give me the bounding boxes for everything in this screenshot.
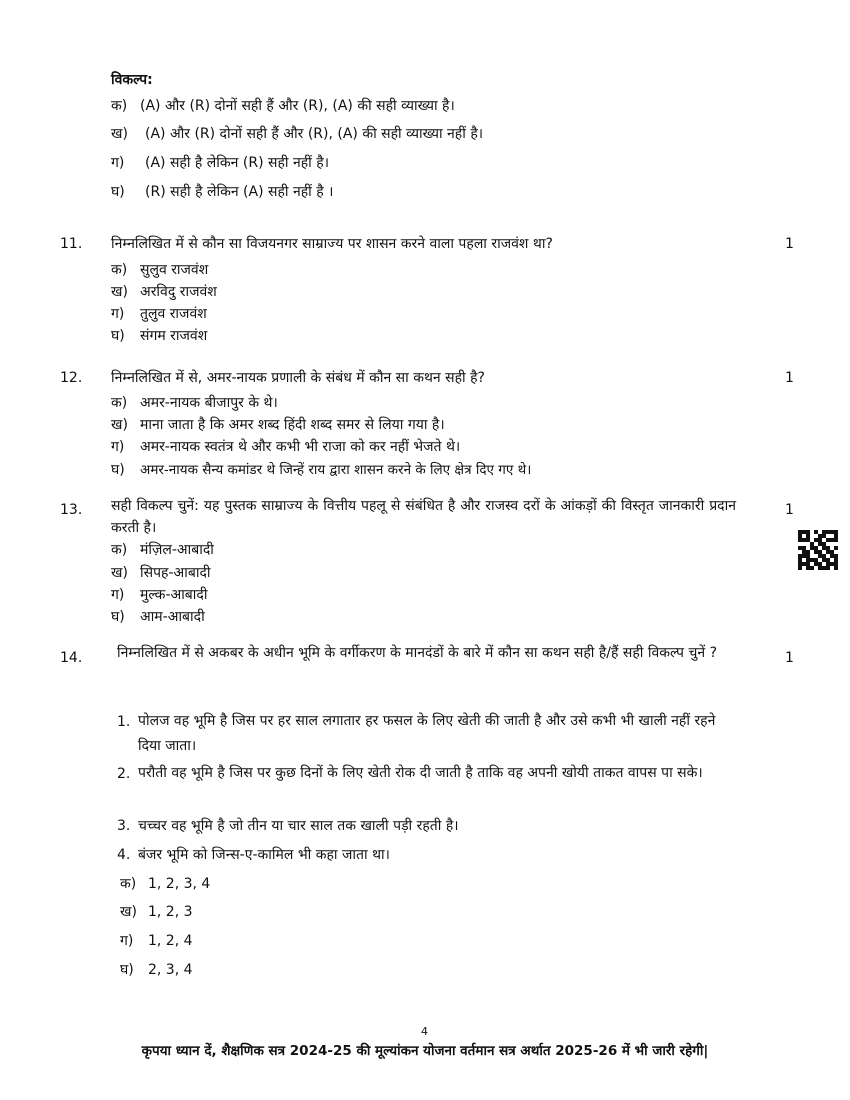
prev-option-d-text: (R) सही है लेकिन (A) सही नहीं है । — [145, 184, 334, 200]
q11-option-b-text: अरविदु राजवंश — [140, 284, 217, 300]
q14-option-b-text: 1, 2, 3 — [148, 904, 193, 920]
q14-option-a-text: 1, 2, 3, 4 — [148, 876, 211, 892]
q12-text: निम्नलिखित में से, अमर-नायक प्रणाली के संबंध में कौन सा कथन सही है? — [111, 370, 485, 386]
q14-option-d-text: 2, 3, 4 — [148, 962, 193, 978]
q11-option-a-text: सुलुव राजवंश — [140, 262, 209, 278]
q12-option-b-text: माना जाता है कि अमर शब्द हिंदी शब्द समर से लिया गया है। — [140, 417, 445, 433]
q14-marks: 1 — [785, 650, 794, 666]
q13-option-a-label: क) — [111, 542, 128, 558]
prev-option-c-label: ग) — [111, 155, 125, 171]
q14-option-c-text: 1, 2, 4 — [148, 933, 193, 949]
q11-option-a-label: क) — [111, 262, 128, 278]
q12-marks: 1 — [785, 370, 794, 386]
q14-statement-3-text: चच्चर वह भूमि है जो तीन या चार साल तक खाली पड़ी रहती है। — [138, 818, 459, 834]
q12-option-a-text: अमर-नायक बीजापुर के थे। — [140, 395, 278, 411]
q13-marks: 1 — [785, 502, 794, 518]
q13-option-b-text: सिपह-आबादी — [140, 565, 211, 581]
prev-option-a-text: (A) और (R) दोनों सही हैं और (R), (A) की सही व्याख्या है। — [140, 98, 455, 114]
q11-text: निम्नलिखित में से कौन सा विजयनगर साम्राज्य पर शासन करने वाला पहला राजवंश था? — [111, 236, 553, 252]
q11-option-c-label: ग) — [111, 306, 125, 322]
q13-option-d-text: आम-आबादी — [140, 609, 205, 625]
q12-option-c-label: ग) — [111, 439, 125, 455]
q11-option-d-text: संगम राजवंश — [140, 328, 208, 344]
q11-marks: 1 — [785, 236, 794, 252]
q14-statement-4-text: बंजर भूमि को जिन्स-ए-कामिल भी कहा जाता था। — [138, 847, 390, 863]
q12-option-d-text: अमर-नायक सैन्य कमांडर थे जिन्हें राय द्वारा शासन करने के लिए क्षेत्र दिए गए थे। — [140, 462, 532, 478]
qr-code-icon — [798, 530, 838, 570]
prev-option-a-label: क) — [111, 98, 128, 114]
page-footer-note: कृपया ध्यान दें, शैक्षणिक सत्र 2024-25 की मूल्यांकन योजना वर्तमान सत्र अर्थात 2025-26 में भी जारी रहेगी| — [141, 1043, 709, 1059]
q13-option-c-label: ग) — [111, 587, 125, 603]
q14-text: निम्नलिखित में से अकबर के अधीन भूमि के वर्गीकरण के मानदंडों के बारे में कौन सा कथन सही है/हैं सही विकल्प चुनें ? — [117, 645, 717, 661]
q12-option-c-text: अमर-नायक स्वतंत्र थे और कभी भी राजा को कर नहीं भेजते थे। — [140, 439, 461, 455]
q13-option-a-text: मंज़िल-आबादी — [140, 542, 214, 558]
q14-statement-2-text: परौती वह भूमि है जिस पर कुछ दिनों के लिए खेती रोक दी जाती है ताकि वह अपनी खोयी ताकत वापस पा सके। — [138, 765, 703, 781]
prev-option-b-text: (A) और (R) दोनों सही हैं और (R), (A) की सही व्याख्या नहीं है। — [145, 126, 484, 142]
q14-number: 14. — [60, 650, 83, 666]
q14-statement-1-num: 1. — [117, 714, 131, 730]
q12-number: 12. — [60, 370, 83, 386]
q12-option-b-label: ख) — [111, 417, 128, 433]
q13-option-d-label: घ) — [111, 609, 125, 625]
prev-option-c-text: (A) सही है लेकिन (R) सही नहीं है। — [145, 155, 329, 171]
page-number: 4 — [421, 1025, 428, 1038]
q11-option-c-text: तुलुव राजवंश — [140, 306, 207, 322]
q14-statement-2-num: 2. — [117, 766, 131, 782]
options-heading: विकल्प: — [111, 72, 153, 88]
q14-option-c-label: ग) — [120, 933, 134, 949]
q13-option-c-text: मुल्क-आबादी — [140, 587, 208, 603]
q14-statement-4-num: 4. — [117, 847, 131, 863]
q11-option-b-label: ख) — [111, 284, 128, 300]
q11-number: 11. — [60, 236, 83, 252]
q12-option-d-label: घ) — [111, 462, 125, 478]
prev-option-d-label: घ) — [111, 184, 125, 200]
prev-option-b-label: ख) — [111, 126, 128, 142]
q12-option-a-label: क) — [111, 395, 128, 411]
q14-option-a-label: क) — [120, 876, 137, 892]
q14-option-d-label: घ) — [120, 962, 134, 978]
q11-option-d-label: घ) — [111, 328, 125, 344]
q14-statement-3-num: 3. — [117, 818, 131, 834]
q14-statement-1-text: पोलज वह भूमि है जिस पर हर साल लगातार हर फसल के लिए खेती की जाती है और उसे कभी भी खाली नहीं रहने दिया जाता। — [138, 713, 716, 754]
q14-option-b-label: ख) — [120, 904, 137, 920]
q13-option-b-label: ख) — [111, 565, 128, 581]
q13-text: सही विकल्प चुनें: यह पुस्तक साम्राज्य के वित्तीय पहलू से संबंधित है और राजस्व दरों के आंकड़ों की विस्तृत जानकारी प्रदान करती है। — [111, 498, 736, 536]
q13-number: 13. — [60, 502, 83, 518]
